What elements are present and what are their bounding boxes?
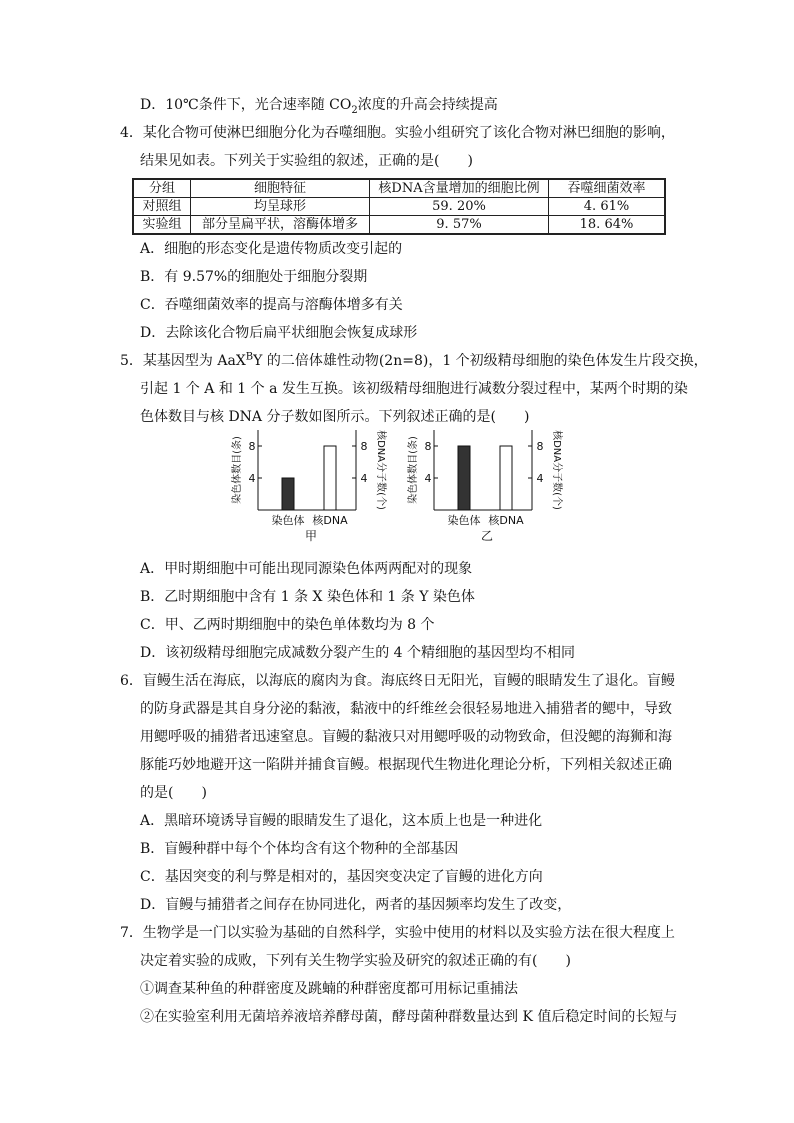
co2-subscript: 2 [351,104,358,116]
chart-jia-bar-dna [324,446,336,510]
chart-yi-bar-dna [500,446,512,510]
chart-yi-left-tick-label: 4 [424,472,432,485]
chart-yi-right-tick-label: 8 [536,440,544,453]
table-cell: 18. 64% [549,216,666,235]
q5-stem-line-2: 引起 1 个 A 和 1 个 a 发生互换。该初级精母细胞进行减数分裂过程中，某两个时期的染 [140,381,688,397]
table-cell: 对照组 [133,198,191,216]
q5-stem-part-1: 5．某基因型为 AaX [120,353,246,369]
q6-stem-line-5: 的是( ) [140,785,207,801]
chart-yi-left-axis-title: 染色体数目(条) [408,436,419,504]
table-row [133,198,665,216]
chart-yi-left-tick-label: 8 [424,440,432,453]
q4-stem-line-2: 结果见如表。下列关于实验组的叙述，正确的是( ) [140,153,473,169]
chart-yi-right-axis-title: 核DNA分子数(个) [551,430,562,510]
chart-jia-left-tick-label: 8 [248,440,256,453]
q4-option-b: B．有 9.57%的细胞处于细胞分裂期 [140,269,368,285]
q3-option-d-tail: 浓度的升高会持续提高 [357,97,498,113]
table-cell: 4. 61% [549,198,666,216]
q6-stem-line-2: 的防身武器是其自身分泌的黏液，黏液中的纤维丝会很轻易地进入捕猎者的鳃中，导致 [140,701,672,717]
q5-option-c: C．甲、乙两时期细胞中的染色单体数均为 8 个 [140,617,435,633]
q6-stem-line-4: 豚能巧妙地避开这一陷阱并捕食盲鳗。根据现代生物进化理论分析，下列相关叙述正确 [140,757,672,773]
q5-option-d: D．该初级精母细胞完成减数分裂产生的 4 个精细胞的基因型均不相同 [140,645,576,661]
chart-jia-right-tick-label: 8 [360,440,368,453]
chart-yi-right-tick-label: 4 [536,472,544,485]
chart-jia-category-label: 核DNA [312,514,348,527]
chart-jia-left-axis-title: 染色体数目(条) [232,436,243,504]
chart-jia-right-axis-title: 核DNA分子数(个) [375,430,386,510]
chart-jia-category-label: 染色体 [271,514,305,527]
chart-yi-category-label: 染色体 [447,514,481,527]
q7-stem-line-2: 决定着实验的成败，下列有关生物学实验及研究的叙述正确的有( ) [140,953,571,969]
table-cell: 实验组 [133,216,191,235]
q4-stem-line-1: 4．某化合物可使淋巴细胞分化为吞噬细胞。实验小组研究了该化合物对淋巴细胞的影响， [120,125,675,141]
q6-option-a: A．黑暗环境诱导盲鳗的眼睛发生了退化，这本质上也是一种进化 [140,813,543,829]
chart-jia-title: 甲 [304,529,318,543]
chart-jia-left-tick-label: 4 [248,472,256,485]
q4-option-d: D．去除该化合物后扁平状细胞会恢复成球形 [140,325,418,341]
q3-option-d-text: D．10℃条件下，光合速率随 CO [140,97,352,113]
chart-yi-bar-chromosome [458,446,470,510]
chart-yi-title: 乙 [480,529,494,543]
q5-chromosome-dna-charts [228,424,568,554]
q5-stem-line-1 [120,352,708,370]
q6-option-b: B．盲鳗种群中每个个体均含有这个物种的全部基因 [140,841,459,857]
q7-statement-1: ①调查某种鱼的种群密度及跳蝻的种群密度都可用标记重捕法 [140,981,518,997]
q4-option-a: A．细胞的形态变化是遗传物质改变引起的 [140,241,403,257]
q3-option-d [140,96,498,114]
q5-stem-line-3: 色体数目与核 DNA 分子数如图所示。下列叙述正确的是( ) [140,409,530,425]
table-header-cell: 分组 [133,179,191,198]
q4-option-c: C．吞噬细菌效率的提高与溶酶体增多有关 [140,297,403,313]
chart-jia-bar-chromosome [282,478,294,510]
q6-option-c: C．基因突变的利与弊是相对的，基因突变决定了盲鳗的进化方向 [140,869,543,885]
table-header-row [133,179,665,198]
table-header-cell: 吞噬细菌效率 [549,179,666,198]
table-cell: 59. 20% [370,198,549,216]
table-header-cell: 细胞特征 [191,179,370,198]
q7-stem-line-1: 7．生物学是一门以实验为基础的自然科学，实验中使用的材料以及实验方法在很大程度上 [120,925,675,941]
table-cell: 均呈球形 [191,198,370,216]
q6-stem-line-1: 6．盲鳗生活在海底，以海底的腐肉为食。海底终日无阳光，盲鳗的眼睛发生了退化。盲鳗 [120,673,675,689]
q5-stem-superscript: B [245,351,254,363]
q6-option-d: D．盲鳗与捕猎者之间存在协同进化，两者的基因频率均发生了改变， [140,897,572,913]
q5-stem-part-2: Y 的二倍体雄性动物(2n=8)，1 个初级精母细胞的染色体发生片段交换， [253,353,708,369]
q7-statement-2: ②在实验室利用无菌培养液培养酵母菌，酵母菌种群数量达到 K 值后稳定时间的长短与 [140,1009,678,1025]
table-cell: 部分呈扁平状，溶酶体增多 [191,216,370,235]
chart-jia-right-tick-label: 4 [360,472,368,485]
q5-option-b: B．乙时期细胞中含有 1 条 X 染色体和 1 条 Y 染色体 [140,589,475,605]
table-cell: 9. 57% [370,216,549,235]
q6-stem-line-3: 用鳃呼吸的捕猎者迅速窒息。盲鳗的黏液只对用鳃呼吸的动物致命，但没鳃的海狮和海 [140,729,672,745]
chart-yi-category-label: 核DNA [488,514,524,527]
table-header-cell: 核DNA含量增加的细胞比例 [370,179,549,198]
q5-option-a: A．甲时期细胞中可能出现同源染色体两两配对的现象 [140,561,473,577]
q4-result-table [132,178,666,235]
table-row [133,216,665,235]
